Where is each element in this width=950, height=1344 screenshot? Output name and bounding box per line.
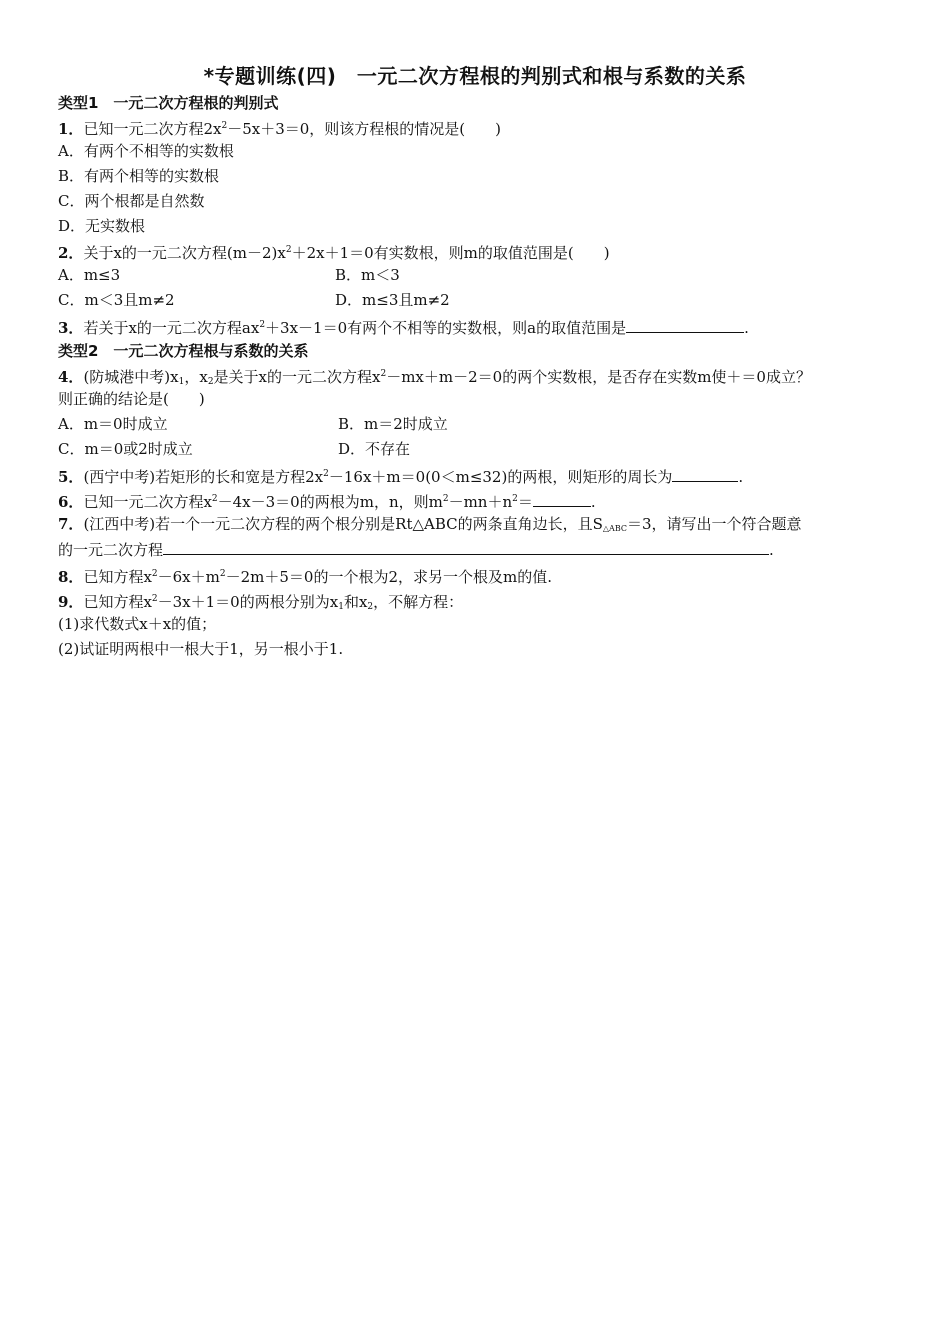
options-row-ab [58, 265, 918, 285]
question-text: 已知一元二次方程x [83, 493, 212, 511]
subscript: 1 [178, 377, 185, 387]
period: . [590, 493, 596, 511]
option-d: D．m≤3且m≠2 [335, 291, 450, 309]
question-text: 若关于x的一元二次方程ax [83, 319, 260, 337]
subscript: 2 [207, 377, 214, 387]
sub-question-1: (1)求代数式x＋x的值； [58, 615, 217, 633]
option-c: C．两个根都是自然数 [58, 192, 205, 210]
option-a: A．m＝0时成立 [58, 415, 168, 433]
question-5 [58, 464, 743, 487]
option-c: C．m＝0或2时成立 [58, 440, 193, 458]
question-text: －3x＋1＝0的两根分别为x [157, 593, 339, 611]
option-d: D．不存在 [338, 440, 411, 458]
answer-blank[interactable] [672, 466, 738, 482]
superscript: 2 [211, 494, 218, 504]
question-text: －4x－3＝0的两根为m，n，则m [217, 493, 443, 511]
superscript: 2 [285, 245, 292, 255]
superscript: 2 [259, 320, 266, 330]
question-text: －mx＋m－2＝0的两个实数根，是否存在实数m使＋＝0成立？ [386, 368, 811, 386]
option-a: A．有两个不相等的实数根 [58, 142, 234, 160]
question-text: －16x＋m＝0(0＜m≤32)的两根，则矩形的周长为 [328, 468, 673, 486]
question-8 [58, 564, 552, 587]
superscript: 2 [323, 469, 329, 479]
question-text: 已知方程x [83, 593, 152, 611]
question-7-continued [58, 539, 774, 560]
section-heading-1: 类型1 一元二次方程根的判别式 [58, 94, 279, 112]
question-text: －6x＋m [157, 568, 220, 586]
question-4-continued: 则正确的结论是( ) [58, 390, 205, 408]
answer-blank[interactable] [626, 317, 744, 333]
question-text: 已知方程x [83, 568, 152, 586]
options-row-ab [58, 414, 918, 434]
question-text: 关于x的一元二次方程(m－2)x [83, 244, 286, 262]
superscript: 2 [512, 494, 518, 504]
question-text: ＋3x－1＝0有两个不相等的实数根，则a的取值范围是 [265, 319, 627, 337]
question-text: －mn＋n [448, 493, 513, 511]
question-6 [58, 489, 596, 512]
superscript: 2 [442, 494, 449, 504]
options-row-cd [58, 290, 918, 310]
question-number: 3． [58, 319, 84, 337]
question-number: 1． [58, 120, 84, 138]
superscript: 2 [151, 569, 158, 579]
superscript: 2 [380, 369, 387, 379]
option-d: D．无实数根 [58, 217, 146, 235]
superscript: 2 [151, 594, 158, 604]
question-4 [58, 364, 811, 392]
question-text: 和x [343, 593, 368, 611]
question-number: 2． [58, 244, 84, 262]
question-number: 9． [58, 593, 84, 611]
question-text: (防城港中考)x [83, 368, 179, 386]
period: . [738, 468, 744, 486]
sub-question-2: (2)试证明两根中一根大于1，另一根小于1. [58, 640, 344, 658]
question-2 [58, 240, 610, 263]
question-number: 8． [58, 568, 84, 586]
question-text: 已知一元二次方程2x [83, 120, 222, 138]
option-c: C．m＜3且m≠2 [58, 291, 175, 309]
subscript: 1 [338, 602, 344, 612]
option-b: B．有两个相等的实数根 [58, 167, 220, 185]
question-number: 6． [58, 493, 84, 511]
page-title: *专题训练(四) 一元二次方程根的判别式和根与系数的关系 [203, 64, 747, 88]
question-text: ＋2x＋1＝0有实数根，则m的取值范围是( ) [291, 244, 610, 262]
question-text: ，x [184, 368, 208, 386]
option-b: B．m＜3 [335, 266, 400, 284]
question-number: 7． [58, 515, 84, 533]
question-text: 是关于x的一元二次方程x [213, 368, 381, 386]
superscript: 2 [221, 121, 228, 131]
subscript: 2 [367, 602, 374, 612]
answer-blank[interactable] [163, 539, 769, 555]
question-text: ，不解方程： [373, 593, 464, 611]
question-3 [58, 315, 749, 338]
question-text: －5x＋3＝0，则该方程根的情况是( ) [227, 120, 501, 138]
question-text: 的一元二次方程 [58, 541, 164, 559]
question-text: ＝ [517, 493, 533, 511]
question-text: ＝3，请写出一个符合题意 [626, 515, 802, 533]
superscript: 2 [219, 569, 226, 579]
option-b: B．m＝2时成立 [338, 415, 448, 433]
question-text: (江西中考)若一个一元二次方程的两个根分别是Rt△ABC的两条直角边长，且S [83, 515, 603, 533]
question-number: 4． [58, 368, 84, 386]
period: . [769, 541, 774, 559]
question-9 [58, 589, 463, 617]
subscript: △ABC [602, 524, 627, 533]
question-text: (西宁中考)若矩形的长和宽是方程2x [83, 468, 324, 486]
period: . [744, 319, 749, 337]
options-row-cd [58, 439, 918, 459]
question-7 [58, 514, 802, 539]
option-a: A．m≤3 [58, 266, 121, 284]
question-number: 5． [58, 468, 84, 486]
question-1 [58, 116, 501, 139]
section-heading-2: 类型2 一元二次方程根与系数的关系 [58, 342, 309, 360]
question-text: －2m＋5＝0的一个根为2，求另一个根及m的值. [225, 568, 553, 586]
answer-blank[interactable] [533, 491, 591, 507]
